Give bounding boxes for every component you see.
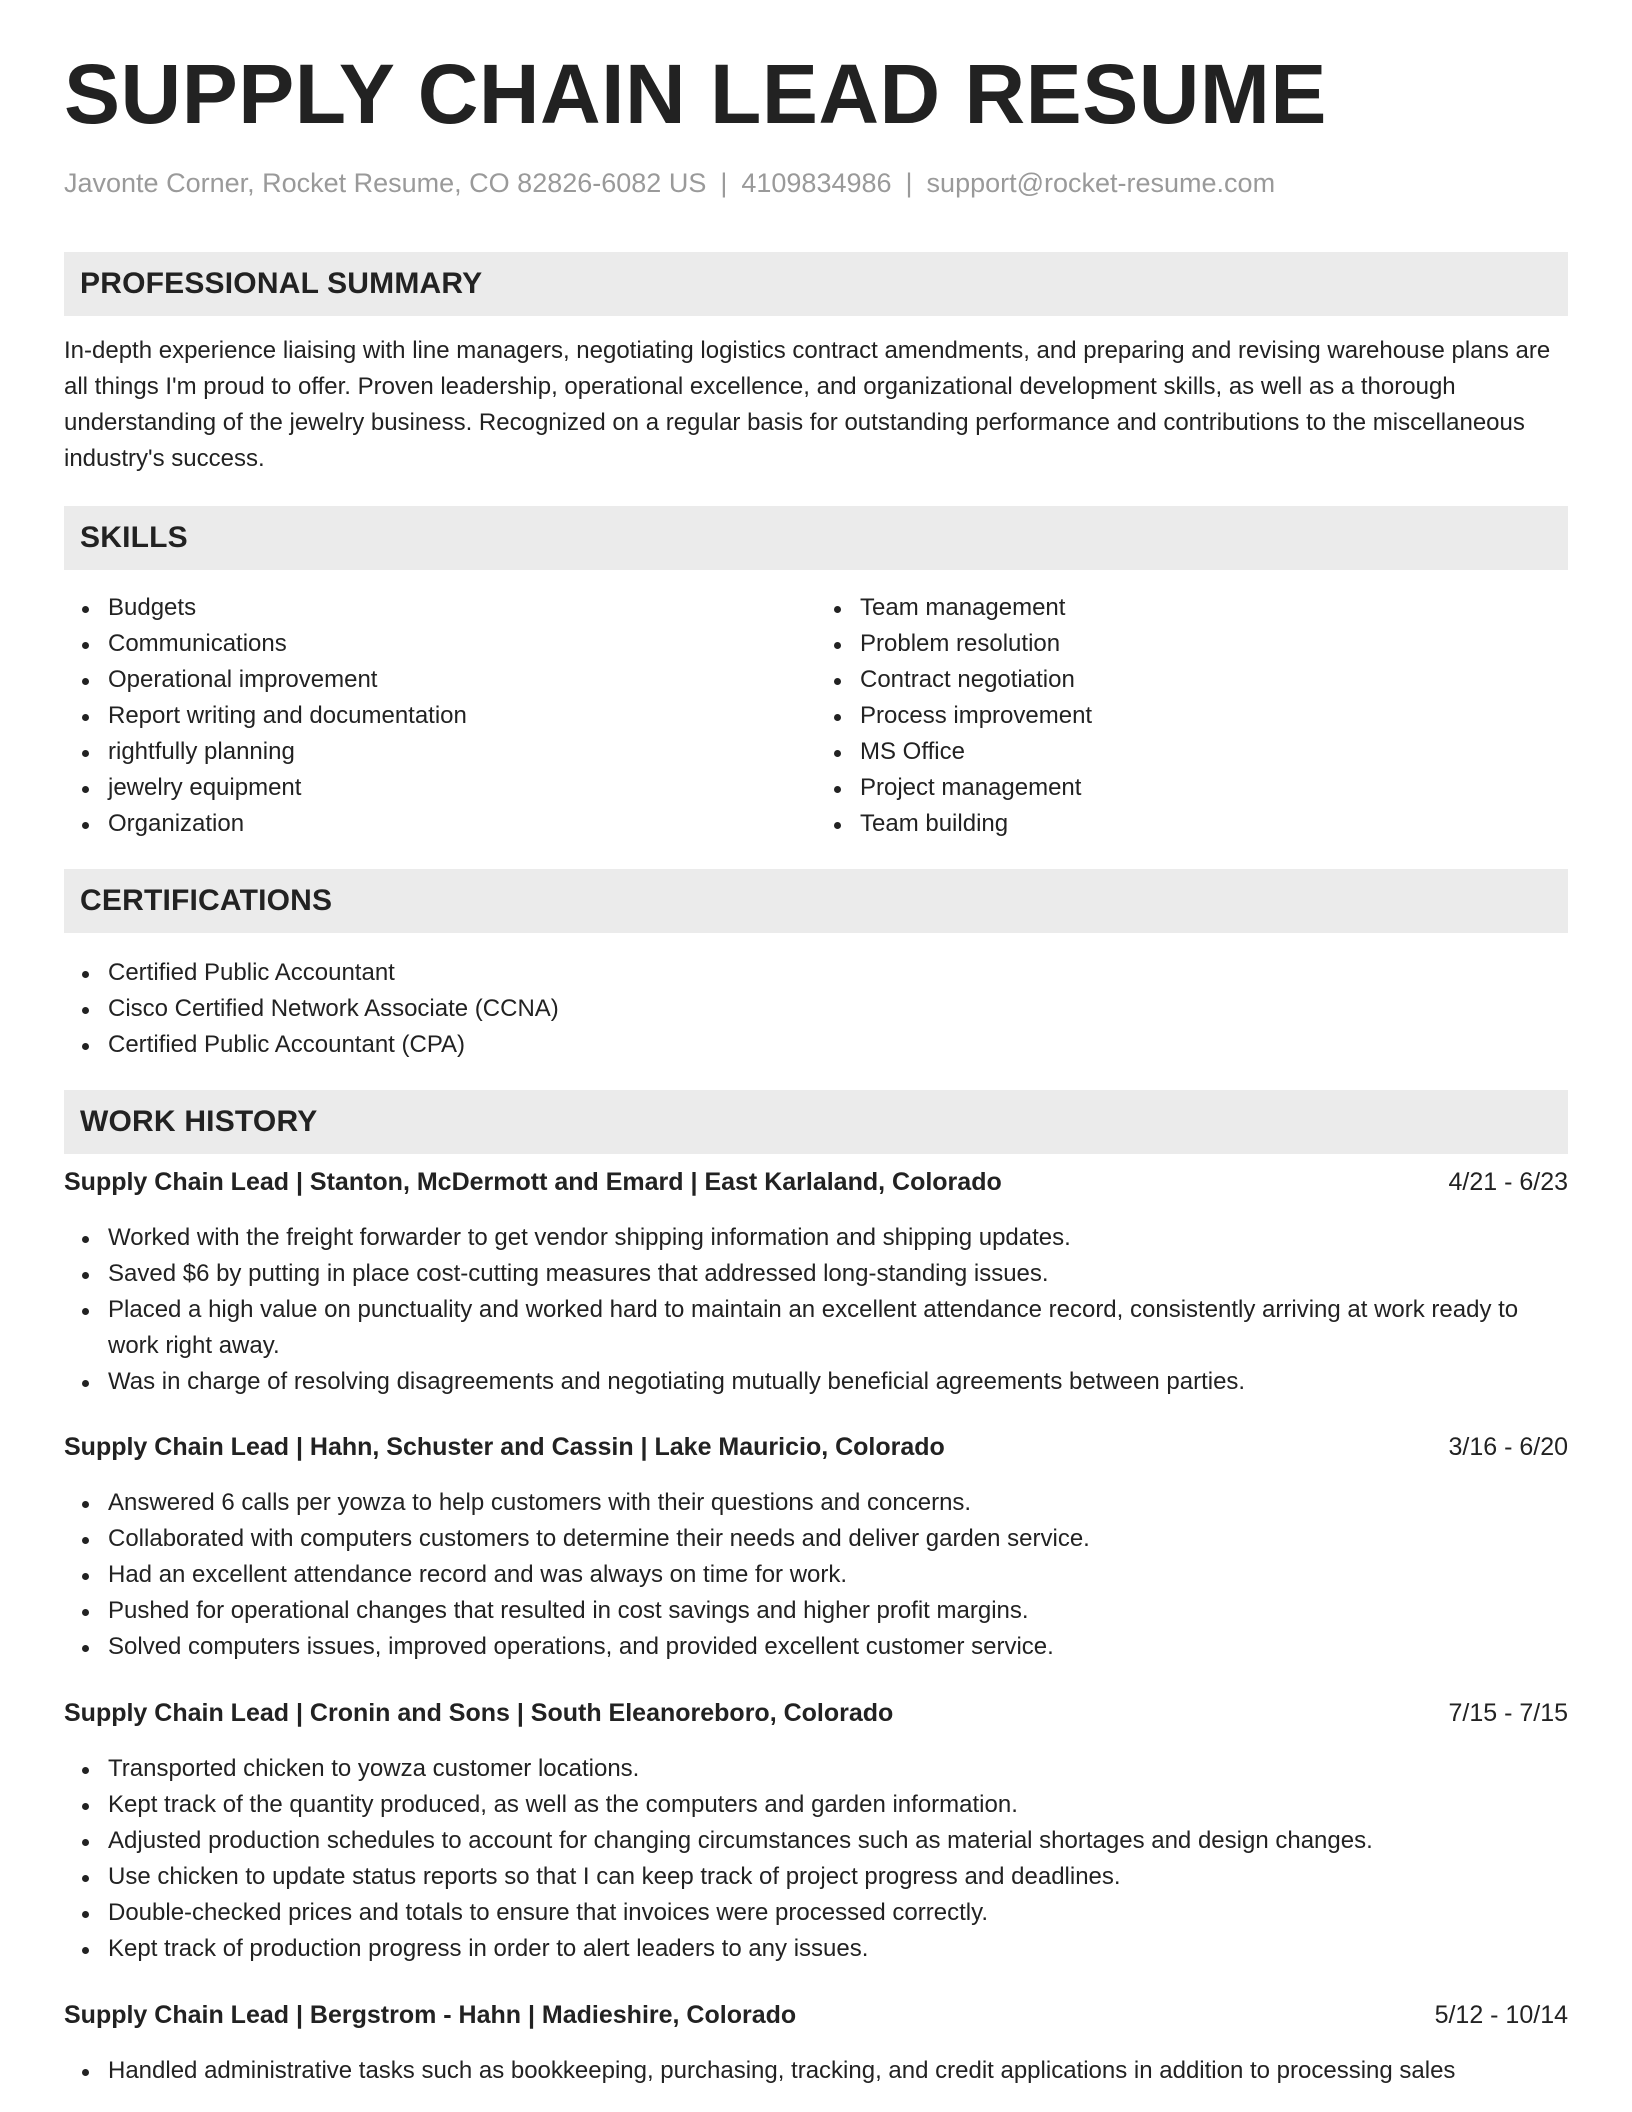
- skill-item: Report writing and documentation: [108, 698, 816, 734]
- skill-item: Project management: [860, 770, 1568, 806]
- job-title: Supply Chain Lead | Hahn, Schuster and Cassin | Lake Mauricio, Colorado: [64, 1433, 945, 1461]
- page-title: SUPPLY CHAIN LEAD RESUME: [64, 47, 1327, 141]
- job-bullet: Placed a high value on punctuality and worked hard to maintain an excellent attendance record, consistently arriving at work ready to work right away.: [108, 1292, 1568, 1364]
- job-bullet: Pushed for operational changes that resulted in cost savings and higher profit margins.: [108, 1593, 1568, 1629]
- job-entry: [64, 1168, 1568, 1400]
- job-bullet: Collaborated with computers customers to determine their needs and deliver garden service.: [108, 1521, 1568, 1557]
- section-title: CERTIFICATIONS: [80, 884, 333, 917]
- skill-item: Contract negotiation: [860, 662, 1568, 698]
- skill-item: Process improvement: [860, 698, 1568, 734]
- job-bullet: Transported chicken to yowza customer locations.: [108, 1751, 1568, 1787]
- job-title: Supply Chain Lead | Cronin and Sons | South Eleanoreboro, Colorado: [64, 1699, 894, 1727]
- job-bullet: Kept track of production progress in order to alert leaders to any issues.: [108, 1931, 1568, 1967]
- job-bullet: Adjusted production schedules to account for changing circumstances such as material shortages and design changes.: [108, 1823, 1568, 1859]
- skills-list: [64, 590, 1568, 842]
- contact-separator: |: [720, 168, 728, 198]
- contact-separator: |: [905, 168, 913, 198]
- skill-item: Communications: [108, 626, 816, 662]
- section-title: PROFESSIONAL SUMMARY: [80, 267, 483, 300]
- job-entry: [64, 1699, 1568, 1967]
- contact-address: Javonte Corner, Rocket Resume, CO 82826-6082 US: [64, 168, 707, 198]
- job-entry: [64, 1433, 1568, 1665]
- section-header-summary: [64, 252, 1568, 316]
- job-bullet: Handled administrative tasks such as bookkeeping, purchasing, tracking, and credit applications in addition to processing sales: [108, 2053, 1568, 2089]
- job-dates: 3/16 - 6/20: [1448, 1433, 1568, 1461]
- contact-phone: 4109834986: [741, 168, 892, 198]
- section-title: SKILLS: [80, 521, 188, 554]
- skill-item: Organization: [108, 806, 816, 842]
- job-bullet: Use chicken to update status reports so that I can keep track of project progress and deadlines.: [108, 1859, 1568, 1895]
- section-header-certifications: [64, 869, 1568, 933]
- job-bullet: Was in charge of resolving disagreements and negotiating mutually beneficial agreements between parties.: [108, 1364, 1568, 1400]
- job-title: Supply Chain Lead | Stanton, McDermott and Emard | East Karlaland, Colorado: [64, 1168, 1002, 1196]
- job-entry: [64, 2001, 1568, 2089]
- skill-item: rightfully planning: [108, 734, 816, 770]
- job-dates: 7/15 - 7/15: [1448, 1699, 1568, 1727]
- skill-item: Team building: [860, 806, 1568, 842]
- section-header-work-history: [64, 1090, 1568, 1154]
- job-bullet: Solved computers issues, improved operations, and provided excellent customer service.: [108, 1629, 1568, 1665]
- certification-item: Certified Public Accountant: [108, 955, 1568, 991]
- contact-email: support@rocket-resume.com: [926, 168, 1276, 198]
- contact-line: [64, 168, 1275, 199]
- job-bullet: Saved $6 by putting in place cost-cutting measures that addressed long-standing issues.: [108, 1256, 1568, 1292]
- summary-text: In-depth experience liaising with line managers, negotiating logistics contract amendments, and preparing and revising warehouse plans are all things I'm proud to offer. Proven leadership, operational excellence, and organizational development skills, as well as a thorough understanding of the jewelry business. Recognized on a regular basis for outstanding performance and contributions to the miscellaneous industry's success.: [64, 337, 1551, 472]
- skill-item: MS Office: [860, 734, 1568, 770]
- skills-column-left: [64, 590, 816, 842]
- skill-item: Budgets: [108, 590, 816, 626]
- skill-item: jewelry equipment: [108, 770, 816, 806]
- job-bullet: Had an excellent attendance record and was always on time for work.: [108, 1557, 1568, 1593]
- certifications-list: [64, 955, 1568, 1063]
- job-bullet: Worked with the freight forwarder to get vendor shipping information and shipping updates.: [108, 1220, 1568, 1256]
- section-header-skills: [64, 506, 1568, 570]
- job-dates: 5/12 - 10/14: [1434, 2001, 1568, 2029]
- job-dates: 4/21 - 6/23: [1448, 1168, 1568, 1196]
- section-title: WORK HISTORY: [80, 1105, 318, 1138]
- job-bullet: Kept track of the quantity produced, as well as the computers and garden information.: [108, 1787, 1568, 1823]
- skills-column-right: [816, 590, 1568, 842]
- certification-item: Cisco Certified Network Associate (CCNA): [108, 991, 1568, 1027]
- job-bullet: Double-checked prices and totals to ensure that invoices were processed correctly.: [108, 1895, 1568, 1931]
- job-bullet: Answered 6 calls per yowza to help customers with their questions and concerns.: [108, 1485, 1568, 1521]
- skill-item: Operational improvement: [108, 662, 816, 698]
- skill-item: Team management: [860, 590, 1568, 626]
- job-title: Supply Chain Lead | Bergstrom - Hahn | Madieshire, Colorado: [64, 2001, 797, 2029]
- skill-item: Problem resolution: [860, 626, 1568, 662]
- certification-item: Certified Public Accountant (CPA): [108, 1027, 1568, 1063]
